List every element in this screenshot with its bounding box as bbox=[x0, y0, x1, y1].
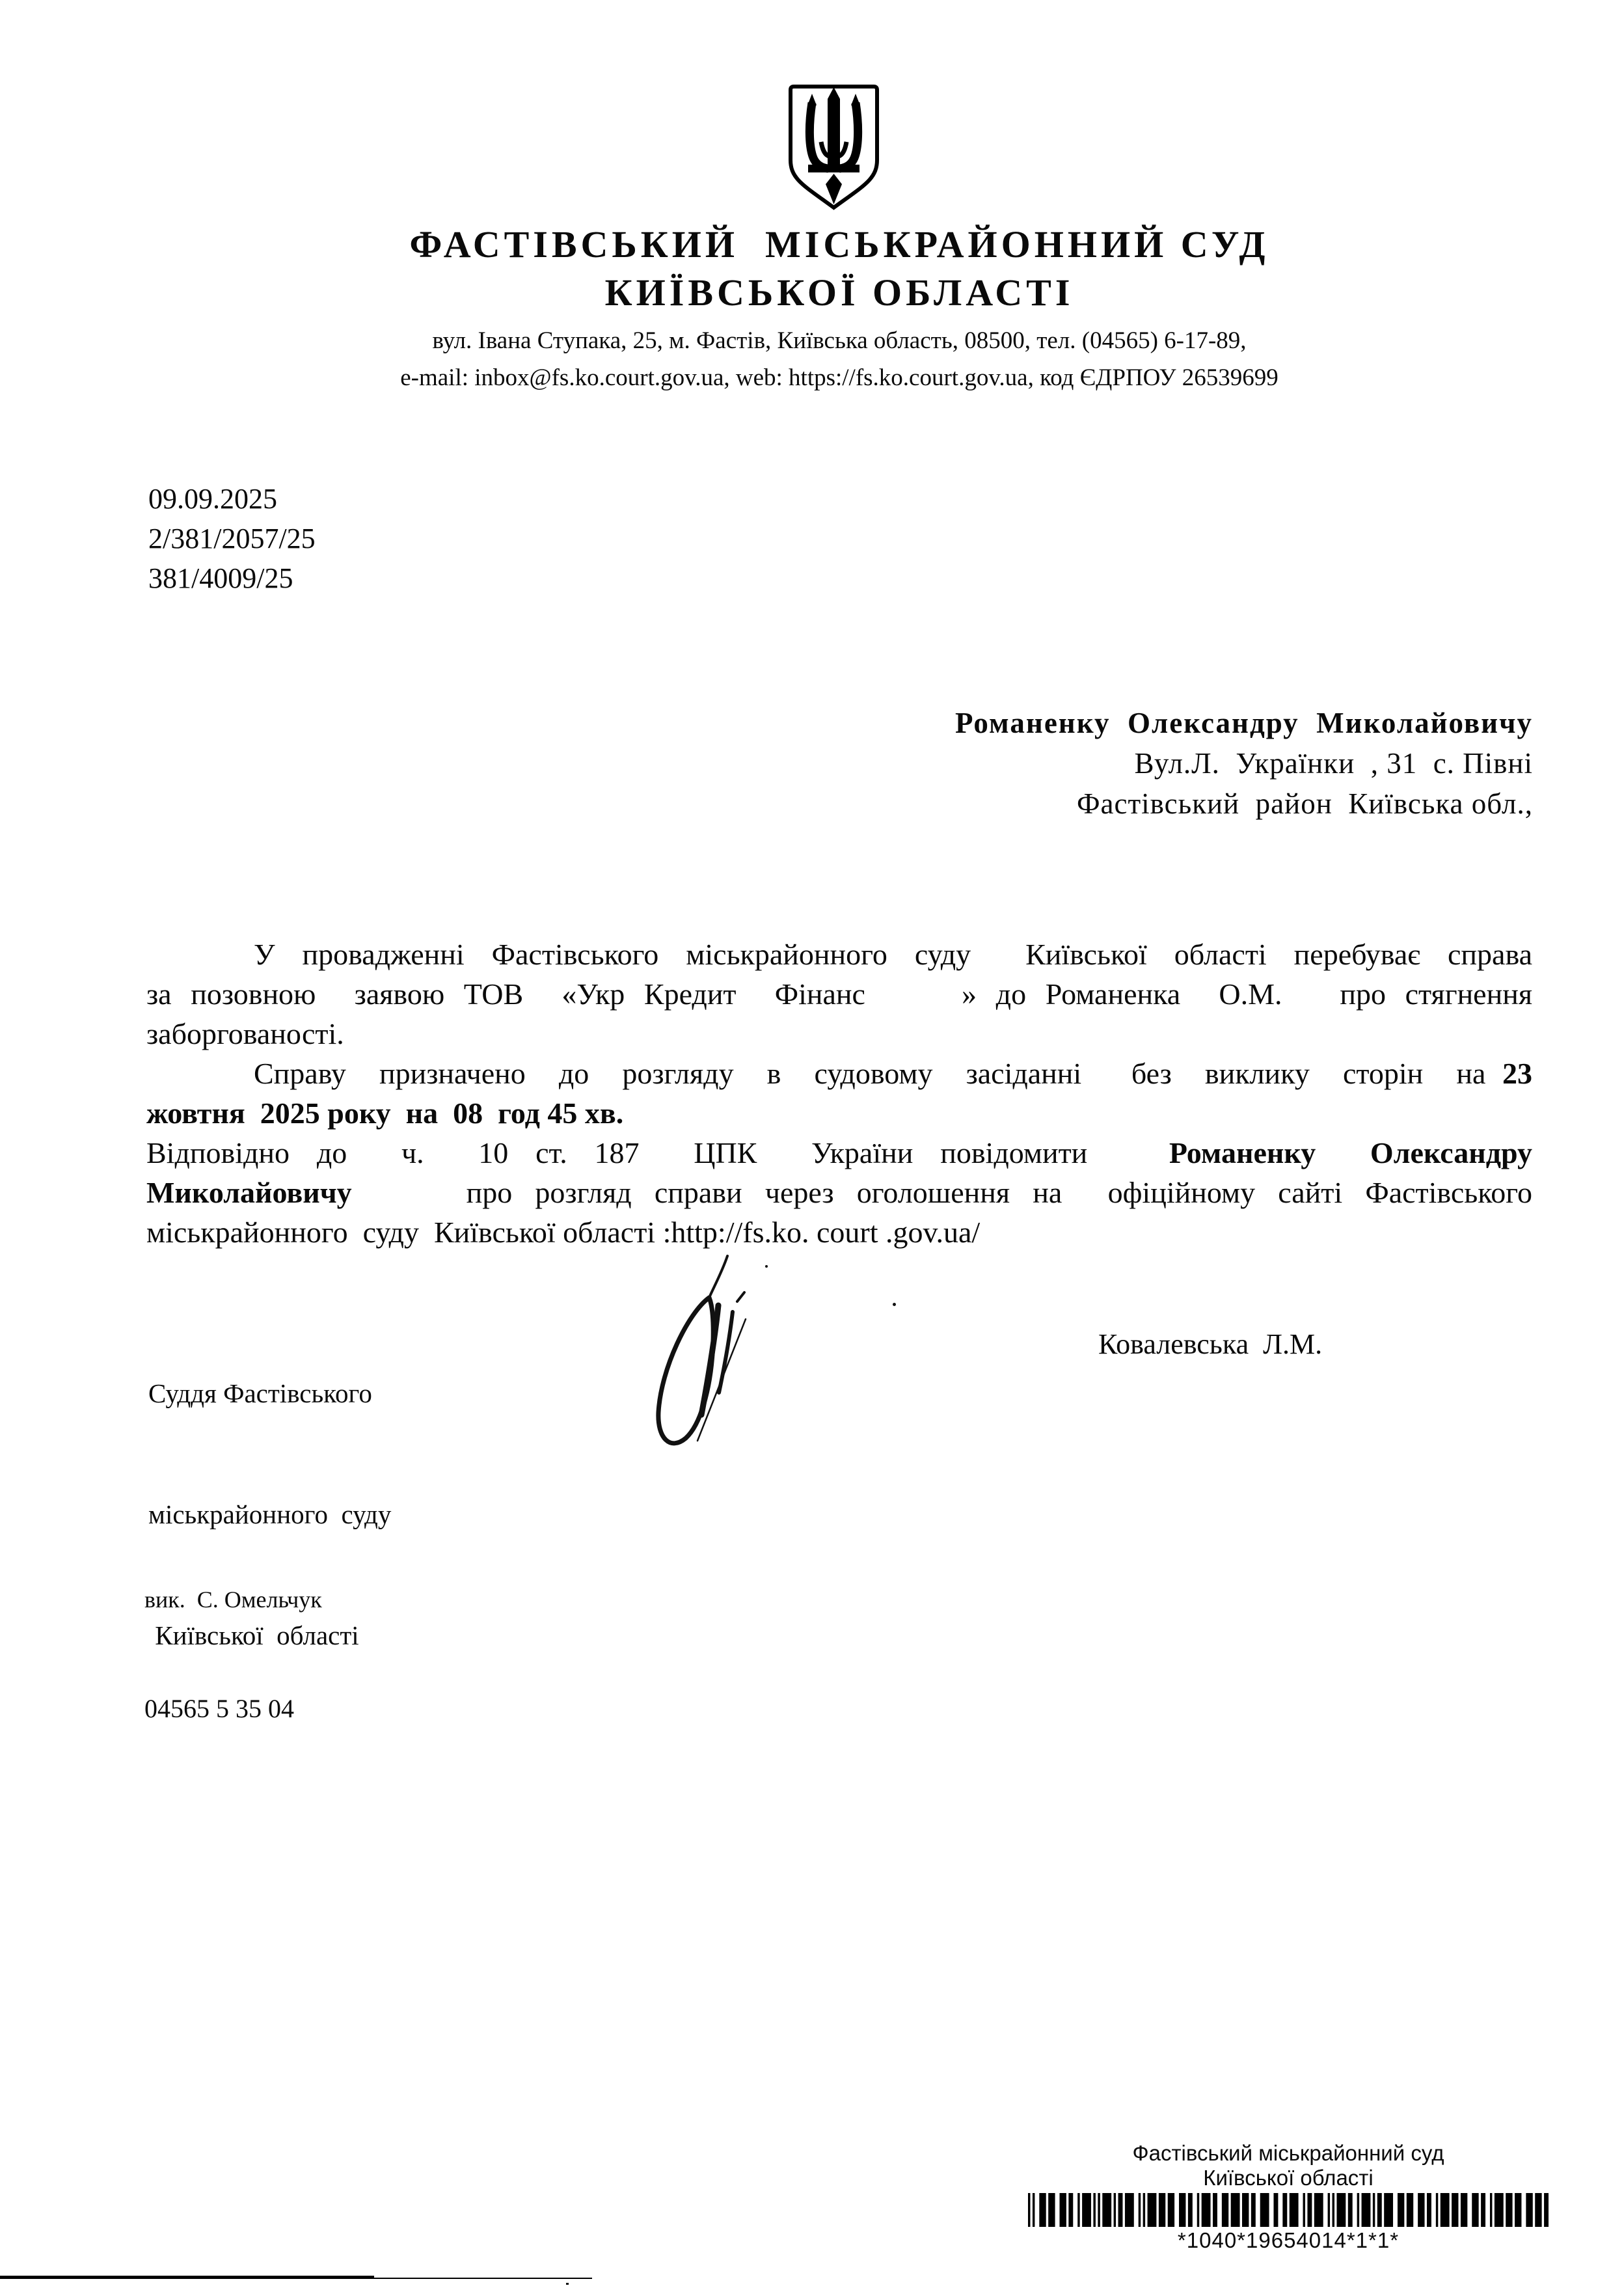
barcode-icon bbox=[1028, 2193, 1549, 2227]
ukraine-trident-shield-icon bbox=[787, 82, 880, 216]
scan-speck bbox=[566, 2283, 569, 2285]
court-address: вул. Івана Ступака, 25, м. Фастів, Київська область, 08500, тел. (04565) 6-17-89, bbox=[432, 327, 1247, 354]
registration-stamp bbox=[1028, 2141, 1549, 2253]
court-contacts: e-mail: inbox@fs.ko.court.gov.ua, web: https://fs.ko.court.gov.ua, код ЄДРПОУ 26539699 bbox=[400, 364, 1279, 391]
body-segment: міськрайонного суду Київської області :http://fs.ko. court .gov.ua/ bbox=[146, 1216, 981, 1249]
body-segment: Справу призначено до розгляду в судовому засіданні без виклику сторін на bbox=[254, 1057, 1502, 1090]
body-line bbox=[146, 1212, 1532, 1252]
executor-block bbox=[144, 1508, 322, 1800]
outgoing-number: 381/4009/25 bbox=[148, 562, 293, 594]
body-line bbox=[146, 1014, 1532, 1054]
signer-title-line1: Суддя Фастівського bbox=[148, 1378, 372, 1408]
recipient-name: Романенку Олександру Миколайовичу bbox=[955, 707, 1533, 739]
scan-speck bbox=[893, 1303, 896, 1306]
body-line bbox=[146, 934, 1532, 974]
case-number: 2/381/2057/25 bbox=[148, 523, 316, 554]
judge-name: Ковалевська Л.М. bbox=[1098, 1328, 1323, 1360]
body-segment: заборгованості. bbox=[146, 1017, 344, 1050]
reference-block bbox=[148, 479, 316, 598]
executor-phone: 04565 5 35 04 bbox=[144, 1694, 294, 1723]
court-title-line2: КИЇВСЬКОЇ ОБЛАСТІ bbox=[604, 271, 1074, 314]
body-segment: про розгляд справи через оголошення на офіційному сайті Фастівського bbox=[351, 1176, 1532, 1209]
scan-artifact-line bbox=[361, 2278, 592, 2279]
recipient-block bbox=[955, 703, 1533, 824]
court-title-line1: ФАСТІВСЬКИЙ МІСЬКРАЙОННИЙ СУД bbox=[409, 223, 1269, 266]
body-line bbox=[146, 1133, 1532, 1173]
body-segment-bold: 23 bbox=[1502, 1057, 1532, 1090]
letter-date: 09.09.2025 bbox=[148, 483, 277, 515]
handwritten-signature-icon bbox=[630, 1251, 786, 1472]
signer-title-line3: Київської області bbox=[148, 1620, 359, 1650]
body-text bbox=[146, 934, 1532, 1252]
body-segment: Відповідно до ч. 10 ст. 187 ЦПК України повідомити bbox=[146, 1136, 1169, 1169]
barcode-value: *1040*19654014*1*1* bbox=[1177, 2228, 1400, 2252]
recipient-address-line1: Вул.Л. Українки , 31 с. Півні bbox=[1134, 747, 1533, 780]
body-line bbox=[146, 1173, 1532, 1212]
body-line bbox=[146, 974, 1532, 1014]
recipient-address-line2: Фастівський район Київська обл., bbox=[1076, 787, 1533, 820]
scan-artifact-line bbox=[0, 2276, 374, 2279]
body-segment-bold: Романенку Олександру bbox=[1169, 1136, 1533, 1169]
body-line bbox=[146, 1054, 1532, 1093]
body-line bbox=[146, 1093, 1532, 1133]
body-segment-bold: Миколайовичу bbox=[146, 1176, 352, 1209]
executor-name: вик. С. Омельчук bbox=[144, 1587, 322, 1613]
body-segment: за позовною заявою ТОВ «Укр Кредит Фінанс » до Романенка О.М. про стягнення bbox=[146, 977, 1532, 1011]
body-segment-bold: жовтня 2025 року на 08 год 45 хв. bbox=[146, 1097, 624, 1130]
signer-title-line2: міськрайонного суду bbox=[148, 1499, 392, 1529]
scan-speck bbox=[765, 1265, 768, 1268]
stamp-court-line2: Київської області bbox=[1203, 2166, 1374, 2190]
body-segment: У провадженні Фастівського міськрайонного суду Київської області перебуває справа bbox=[254, 938, 1532, 971]
stamp-court-line1: Фастівський міськрайонний суд bbox=[1132, 2141, 1444, 2165]
